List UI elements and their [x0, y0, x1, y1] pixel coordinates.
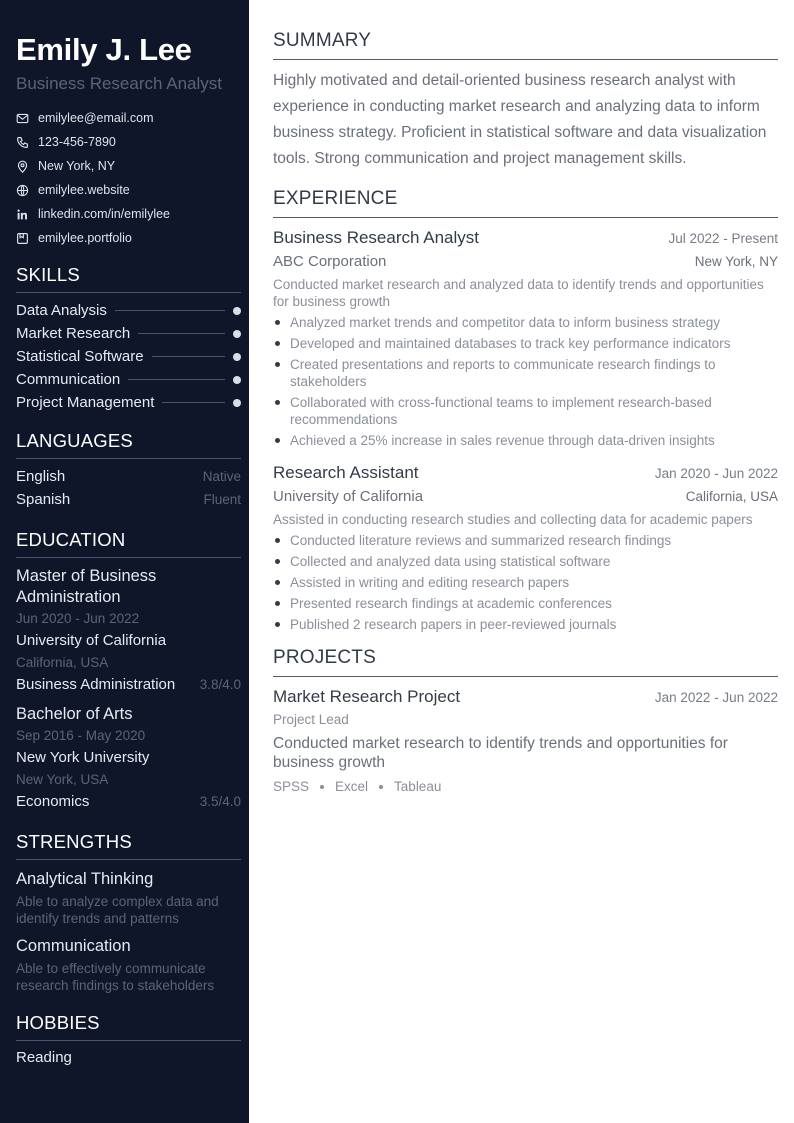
- job-location: California, USA: [685, 489, 778, 504]
- language-name: English: [16, 468, 66, 485]
- job-bullet: Collected and analyzed data using statistical software: [273, 553, 778, 570]
- skill-divider: [152, 356, 225, 357]
- skill-divider: [162, 402, 225, 403]
- skill-item: [16, 391, 241, 414]
- project-description: Conducted market research to identify trends and opportunities for business growth: [273, 735, 728, 771]
- edu-field-row: [16, 674, 241, 696]
- job-date: Jan 2020 - Jun 2022: [654, 466, 778, 481]
- job-bullets: [273, 314, 778, 449]
- skill-dot: [233, 376, 241, 384]
- skill-item: [16, 368, 241, 391]
- skill-label: Data Analysis: [16, 302, 107, 319]
- strength-desc: Able to analyze complex data and identify trends and patterns: [16, 894, 219, 926]
- phone-icon: [16, 136, 29, 149]
- skill-dot: [233, 353, 241, 361]
- skill-item: [16, 322, 241, 345]
- job-header: [273, 461, 778, 485]
- job-bullet: Analyzed market trends and competitor data to inform business strategy: [273, 314, 778, 331]
- edu-field: Business Administration: [16, 676, 176, 693]
- job-header: [273, 226, 778, 250]
- experience-heading: EXPERIENCE: [273, 188, 778, 218]
- job-bullet: Conducted literature reviews and summarized research findings: [273, 532, 778, 549]
- job-bullets: [273, 532, 778, 633]
- summary-heading: SUMMARY: [273, 30, 778, 60]
- skills-list: [16, 299, 241, 414]
- edu-location: California, USA: [16, 655, 109, 670]
- edu-field-row: [16, 791, 241, 813]
- language-name: Spanish: [16, 491, 71, 508]
- contact-portfolio-text: emilylee.portfolio: [38, 231, 132, 245]
- skills-heading: SKILLS: [16, 264, 241, 293]
- skill-divider: [115, 310, 225, 311]
- contact-website[interactable]: [16, 178, 241, 202]
- sidebar: [0, 0, 249, 1123]
- job-description: Assisted in conducting research studies and collecting data for academic papers: [273, 512, 753, 527]
- mail-icon: [16, 112, 29, 125]
- skill-divider: [138, 333, 225, 334]
- language-level: Fluent: [203, 492, 241, 507]
- contact-email[interactable]: [16, 106, 241, 130]
- strengths-heading: STRENGTHS: [16, 831, 241, 860]
- project-header: [273, 685, 778, 709]
- edu-field: Economics: [16, 793, 90, 810]
- main-content: [273, 0, 778, 794]
- strength-item: [16, 868, 241, 927]
- person-name: Emily J. Lee: [16, 32, 192, 67]
- language-item: [16, 465, 241, 488]
- language-level: Native: [202, 469, 241, 484]
- globe-icon: [16, 184, 29, 197]
- contact-email-text: emilylee@email.com: [38, 111, 154, 125]
- contact-location-text: New York, NY: [38, 159, 116, 173]
- location-icon: [16, 160, 29, 173]
- strength-item: [16, 935, 241, 994]
- skill-label: Market Research: [16, 325, 131, 342]
- edu-school: University of California: [16, 632, 167, 649]
- edu-degree: Bachelor of Arts: [16, 705, 133, 723]
- job-bullet: Developed and maintained databases to track key performance indicators: [273, 335, 778, 352]
- project-tags: [273, 779, 778, 794]
- languages-heading: LANGUAGES: [16, 430, 241, 459]
- job-description: Conducted market research and analyzed data to identify trends and opportunities for business growth: [273, 277, 764, 309]
- edu-gpa: 3.5/4.0: [199, 794, 241, 809]
- skill-dot: [233, 330, 241, 338]
- job-company: ABC Corporation: [273, 253, 387, 270]
- edu-gpa: 3.8/4.0: [199, 677, 241, 692]
- project-entry: [273, 685, 778, 794]
- hobbies-heading: HOBBIES: [16, 1012, 241, 1041]
- job-bullet: Assisted in writing and editing research papers: [273, 574, 778, 591]
- strength-name: Analytical Thinking: [16, 870, 154, 888]
- person-title: Business Research Analyst: [16, 74, 222, 93]
- job-entry: [273, 461, 778, 633]
- strength-name: Communication: [16, 937, 131, 955]
- contact-linkedin[interactable]: [16, 202, 241, 226]
- job-entry: [273, 226, 778, 449]
- job-title: Research Assistant: [273, 463, 419, 482]
- job-subheader: [273, 485, 778, 509]
- education-entry: [16, 566, 241, 696]
- job-bullet: Published 2 research papers in peer-reviewed journals: [273, 616, 778, 633]
- job-date: Jul 2022 - Present: [668, 231, 778, 246]
- skill-label: Statistical Software: [16, 348, 144, 365]
- job-title: Business Research Analyst: [273, 228, 479, 247]
- project-tag: Tableau: [394, 779, 442, 794]
- edu-school: New York University: [16, 749, 150, 766]
- job-location: New York, NY: [694, 254, 778, 269]
- summary-text: Highly motivated and detail-oriented business research analyst with experience in conducting market research and analyzing data to inform business strategy. Proficient in statistical software and data visualization tools. Strong communication and project management skills.: [273, 72, 767, 167]
- edu-location: New York, USA: [16, 772, 109, 787]
- job-subheader: [273, 250, 778, 274]
- project-name: Market Research Project: [273, 687, 461, 706]
- skill-divider: [128, 379, 225, 380]
- contact-list: [16, 106, 241, 250]
- project-tag: SPSS: [273, 779, 310, 794]
- skill-label: Project Management: [16, 394, 155, 411]
- skill-dot: [233, 399, 241, 407]
- project-tag: Excel: [335, 779, 369, 794]
- contact-phone[interactable]: [16, 130, 241, 154]
- job-bullet: Created presentations and reports to communicate research findings to stakeholders: [273, 356, 778, 390]
- project-date: Jan 2022 - Jun 2022: [654, 690, 778, 705]
- strength-desc: Able to effectively communicate research findings to stakeholders: [16, 961, 215, 993]
- edu-date: Sep 2016 - May 2020: [16, 728, 146, 743]
- job-company: University of California: [273, 488, 424, 505]
- portfolio-icon: [16, 232, 29, 245]
- hobby-item: Reading: [16, 1049, 72, 1066]
- language-item: [16, 488, 241, 511]
- edu-degree: Master of Business Administration: [16, 567, 157, 606]
- contact-website-text: emilylee.website: [38, 183, 130, 197]
- projects-heading: PROJECTS: [273, 647, 778, 677]
- job-bullet: Presented research findings at academic conferences: [273, 595, 778, 612]
- linkedin-icon: [16, 208, 29, 221]
- contact-location: [16, 154, 241, 178]
- skill-label: Communication: [16, 371, 121, 388]
- skill-item: [16, 345, 241, 368]
- contact-portfolio[interactable]: [16, 226, 241, 250]
- tag-separator: [379, 785, 383, 789]
- edu-date: Jun 2020 - Jun 2022: [16, 611, 140, 626]
- languages-list: [16, 465, 241, 511]
- skill-dot: [233, 307, 241, 315]
- skill-item: [16, 299, 241, 322]
- job-bullet: Achieved a 25% increase in sales revenue through data-driven insights: [273, 432, 778, 449]
- education-entry: [16, 704, 241, 813]
- contact-phone-text: 123-456-7890: [38, 135, 116, 149]
- contact-linkedin-text: linkedin.com/in/emilylee: [38, 207, 171, 221]
- tag-separator: [320, 785, 324, 789]
- project-role: Project Lead: [273, 712, 349, 727]
- education-heading: EDUCATION: [16, 529, 241, 558]
- job-bullet: Collaborated with cross-functional teams to implement research-based recommendations: [273, 394, 778, 428]
